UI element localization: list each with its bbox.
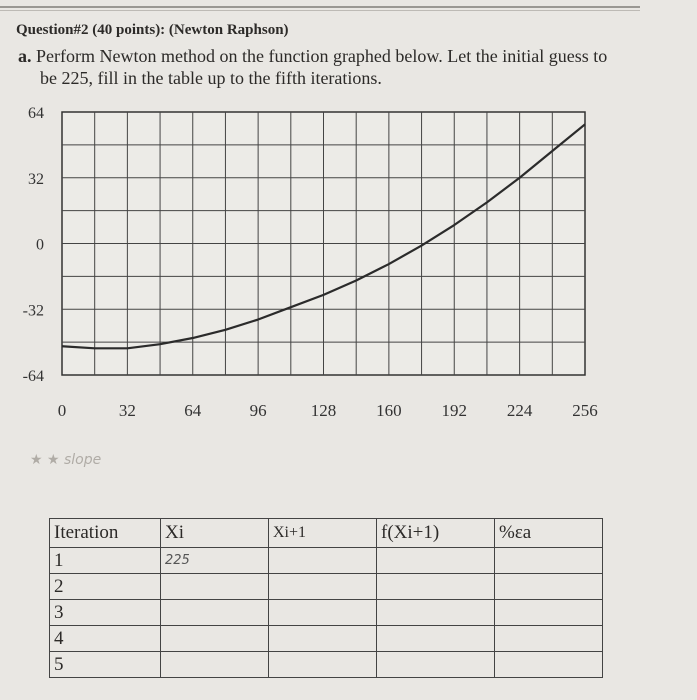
question-line-2: be 225, fill in the table up to the fifth iterations. [40,68,382,88]
x-tick-label: 160 [376,401,402,420]
y-tick-label: 32 [28,170,44,188]
top-rule [0,6,640,8]
iteration-cell: 5 [50,652,161,678]
error-cell[interactable] [495,626,603,652]
table-header-row [50,519,603,548]
top-rule-2 [0,10,640,11]
xi-plus-1-cell[interactable] [269,548,377,574]
x-tick-label: 256 [572,401,598,420]
table-row [50,548,603,574]
y-tick-label: -64 [22,368,44,385]
x-tick-label: 64 [184,401,202,420]
table-row [50,600,603,626]
question-title: Question#2 (40 points): (Newton Raphson) [16,22,289,38]
header-xi-plus-1: Xi+1 [269,519,377,548]
xi-plus-1-cell[interactable] [269,652,377,678]
xi-cell[interactable] [161,652,269,678]
f-xi-plus-1-cell[interactable] [377,574,495,600]
iteration-cell: 3 [50,600,161,626]
header-percent-error: %εa [495,519,603,548]
f-xi-plus-1-cell[interactable] [377,548,495,574]
table-row [50,652,603,678]
x-tick-label: 128 [310,401,337,420]
f-xi-plus-1-cell[interactable] [377,652,495,678]
header-iteration: Iteration [50,519,161,548]
iteration-cell: 1 [50,548,161,574]
f-xi-plus-1-cell[interactable] [377,626,495,652]
iteration-cell: 2 [50,574,161,600]
xi-plus-1-cell[interactable] [269,600,377,626]
x-tick-label: 224 [506,401,533,420]
question-text-1: Perform Newton method on the function graphed below. Let the initial guess to [36,46,608,66]
error-cell[interactable] [495,574,603,600]
x-tick-label: 0 [57,401,67,420]
xi-cell[interactable] [161,600,269,626]
error-cell[interactable] [495,600,603,626]
table-row [50,626,603,652]
handwritten-note: ★ ★ slope [30,452,102,468]
header-xi: Xi [161,519,269,548]
x-tick-label: 96 [249,401,267,420]
y-tick-label: 0 [36,236,44,254]
f-xi-plus-1-cell[interactable] [377,600,495,626]
xi-cell[interactable] [161,574,269,600]
xi-cell[interactable] [161,626,269,652]
y-tick-label: 64 [28,105,44,122]
xi-cell[interactable]: 225 [161,548,269,574]
function-graph [0,95,697,425]
y-tick-label: -32 [22,302,44,320]
question-line-1 [18,46,607,67]
x-tick-label: 192 [441,401,467,420]
table-row [50,574,603,600]
iteration-table [49,518,603,678]
xi-plus-1-cell[interactable] [269,574,377,600]
header-f-xi-plus-1: f(Xi+1) [377,519,495,548]
error-cell[interactable] [495,652,603,678]
iteration-cell: 4 [50,626,161,652]
part-label: a. [18,46,32,66]
xi-plus-1-cell[interactable] [269,626,377,652]
error-cell[interactable] [495,548,603,574]
x-tick-label: 32 [118,401,136,420]
